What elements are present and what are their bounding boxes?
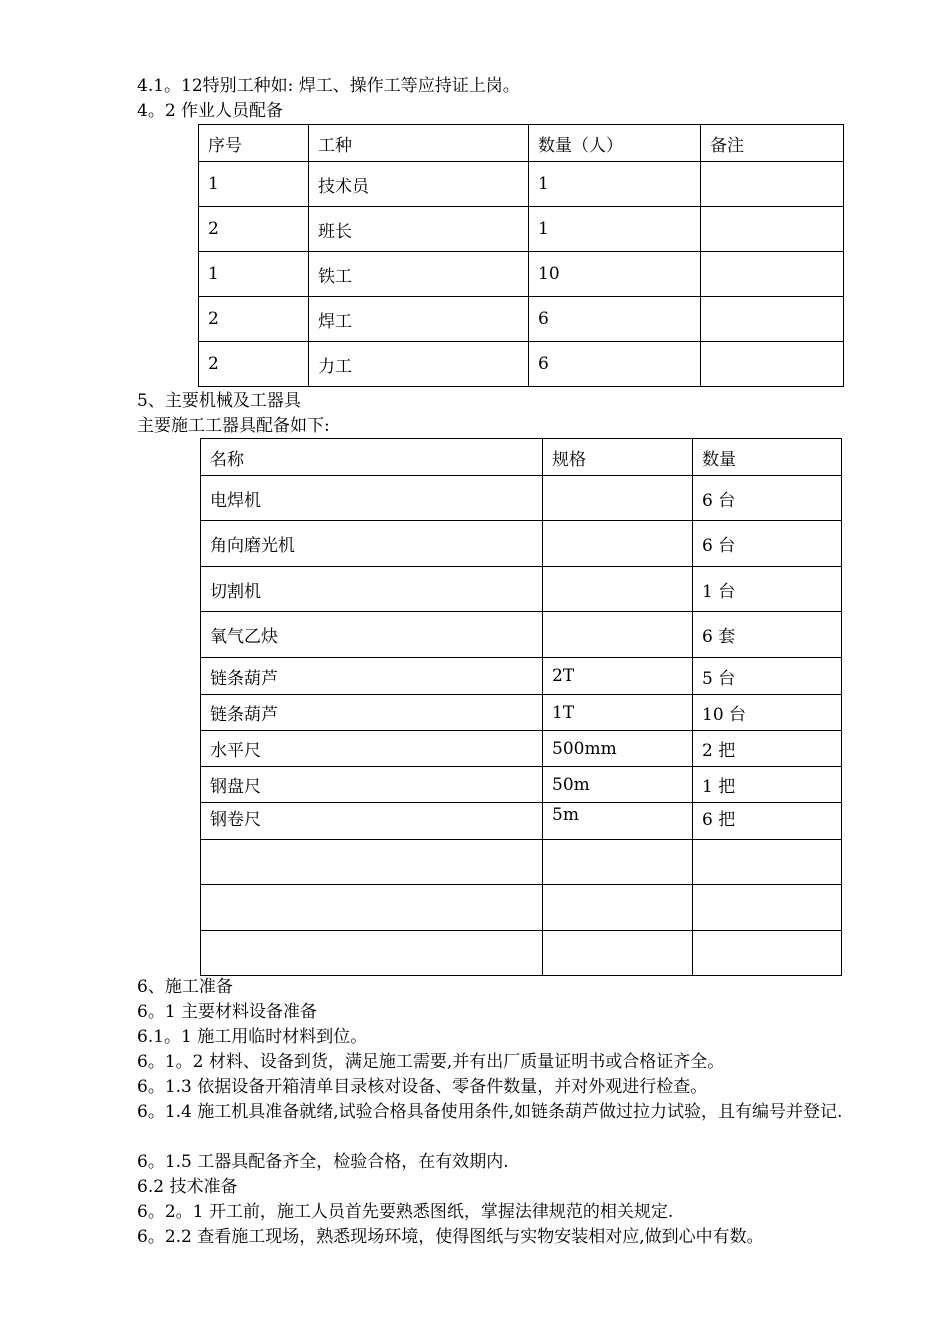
tools-table (200, 438, 842, 976)
table-cell (701, 342, 844, 387)
table-cell (693, 931, 842, 976)
table-cell (543, 567, 693, 612)
table-row (201, 840, 842, 885)
table-row (199, 297, 844, 342)
table-cell: 2 (199, 297, 309, 342)
table-row (201, 612, 842, 658)
section-6-2-heading: 6.2 技术准备 (137, 1177, 238, 1197)
table-cell (693, 840, 842, 885)
table-cell (701, 297, 844, 342)
table-cell: 链条葫芦 (201, 695, 543, 731)
table-cell: 6 (529, 297, 701, 342)
table-cell (543, 840, 693, 885)
table-cell: 6 台 (693, 521, 842, 567)
section-6-2-1-text: 6。2。1 开工前，施工人员首先要熟悉图纸，掌握法律规范的相关规定. (137, 1202, 674, 1222)
table-cell: 铁工 (309, 252, 529, 297)
table-cell: 钢卷尺 (201, 803, 543, 840)
header-cell: 规格 (543, 439, 693, 476)
table-cell (693, 885, 842, 931)
tools-intro-text: 主要施工工器具配备如下: (137, 416, 330, 436)
table-cell (543, 885, 693, 931)
table-cell: 切割机 (201, 567, 543, 612)
table-cell: 6 台 (693, 476, 842, 521)
table-cell: 6 套 (693, 612, 842, 658)
table-cell: 10 台 (693, 695, 842, 731)
table-cell: 链条葫芦 (201, 658, 543, 695)
table-cell: 6 (529, 342, 701, 387)
header-cell: 数量（人） (529, 125, 701, 162)
table-cell: 1 台 (693, 567, 842, 612)
table-cell: 力工 (309, 342, 529, 387)
table-cell: 氧气乙炔 (201, 612, 543, 658)
table-row (201, 767, 842, 803)
table-row (201, 658, 842, 695)
header-cell: 数量 (693, 439, 842, 476)
section-4-1-12-text: 4.1。12特别工种如: 焊工、操作工等应持证上岗。 (137, 76, 520, 96)
table-cell: 5m (543, 803, 693, 840)
table-cell: 1 (529, 207, 701, 252)
table-cell: 5 台 (693, 658, 842, 695)
staff-table (198, 124, 844, 387)
table-cell (201, 840, 543, 885)
table-cell (543, 476, 693, 521)
header-cell: 工种 (309, 125, 529, 162)
table-cell: 2 (199, 207, 309, 252)
table-cell (543, 612, 693, 658)
table-cell (543, 931, 693, 976)
table-cell: 1 (529, 162, 701, 207)
table-cell (201, 885, 543, 931)
table-cell (201, 931, 543, 976)
table-header-row (199, 125, 844, 162)
section-6-2-2-text: 6。2.2 查看施工现场，熟悉现场环境，使得图纸与实物安装相对应,做到心中有数。 (137, 1227, 764, 1247)
table-row (201, 476, 842, 521)
section-6-1-4-text: 6。1.4 施工机具准备就绪,试验合格具备使用条件,如链条葫芦做过拉力试验，且有编号并登记. (137, 1102, 843, 1122)
table-header-row (201, 439, 842, 476)
table-cell (701, 207, 844, 252)
table-cell (701, 252, 844, 297)
table-row (199, 162, 844, 207)
table-row (201, 567, 842, 612)
section-6-heading: 6、施工准备 (137, 977, 233, 997)
table-cell: 班长 (309, 207, 529, 252)
table-cell: 2 把 (693, 731, 842, 767)
table-cell: 2T (543, 658, 693, 695)
table-cell: 2 (199, 342, 309, 387)
section-6-1-2-text: 6。1。2 材料、设备到货，满足施工需要,并有出厂质量证明书或合格证齐全。 (137, 1052, 725, 1072)
table-cell: 1 (199, 252, 309, 297)
table-cell: 焊工 (309, 297, 529, 342)
table-row (201, 731, 842, 767)
table-cell: 钢盘尺 (201, 767, 543, 803)
table-row (199, 342, 844, 387)
section-6-1-5-text: 6。1.5 工器具配备齐全，检验合格，在有效期内. (137, 1152, 509, 1172)
table-cell: 10 (529, 252, 701, 297)
table-cell: 电焊机 (201, 476, 543, 521)
table-cell: 6 把 (693, 803, 842, 840)
table-cell: 1T (543, 695, 693, 731)
table-cell: 水平尺 (201, 731, 543, 767)
section-6-1-heading: 6。1 主要材料设备准备 (137, 1002, 318, 1022)
table-cell: 1 把 (693, 767, 842, 803)
section-5-heading: 5、主要机械及工器具 (137, 391, 301, 411)
table-row (201, 885, 842, 931)
table-cell (701, 162, 844, 207)
table-row (201, 931, 842, 976)
table-cell (543, 521, 693, 567)
table-row (201, 521, 842, 567)
table-cell: 角向磨光机 (201, 521, 543, 567)
section-4-2-heading: 4。2 作业人员配备 (137, 101, 284, 121)
table-cell: 1 (199, 162, 309, 207)
header-cell: 备注 (701, 125, 844, 162)
header-cell: 序号 (199, 125, 309, 162)
section-6-1-1-text: 6.1。1 施工用临时材料到位。 (137, 1027, 368, 1047)
table-row (201, 803, 842, 840)
table-row (201, 695, 842, 731)
header-cell: 名称 (201, 439, 543, 476)
table-cell: 500mm (543, 731, 693, 767)
table-cell: 50m (543, 767, 693, 803)
section-6-1-3-text: 6。1.3 依据设备开箱清单目录核对设备、零备件数量，并对外观进行检查。 (137, 1077, 708, 1097)
table-cell: 技术员 (309, 162, 529, 207)
table-row (199, 207, 844, 252)
table-row (199, 252, 844, 297)
